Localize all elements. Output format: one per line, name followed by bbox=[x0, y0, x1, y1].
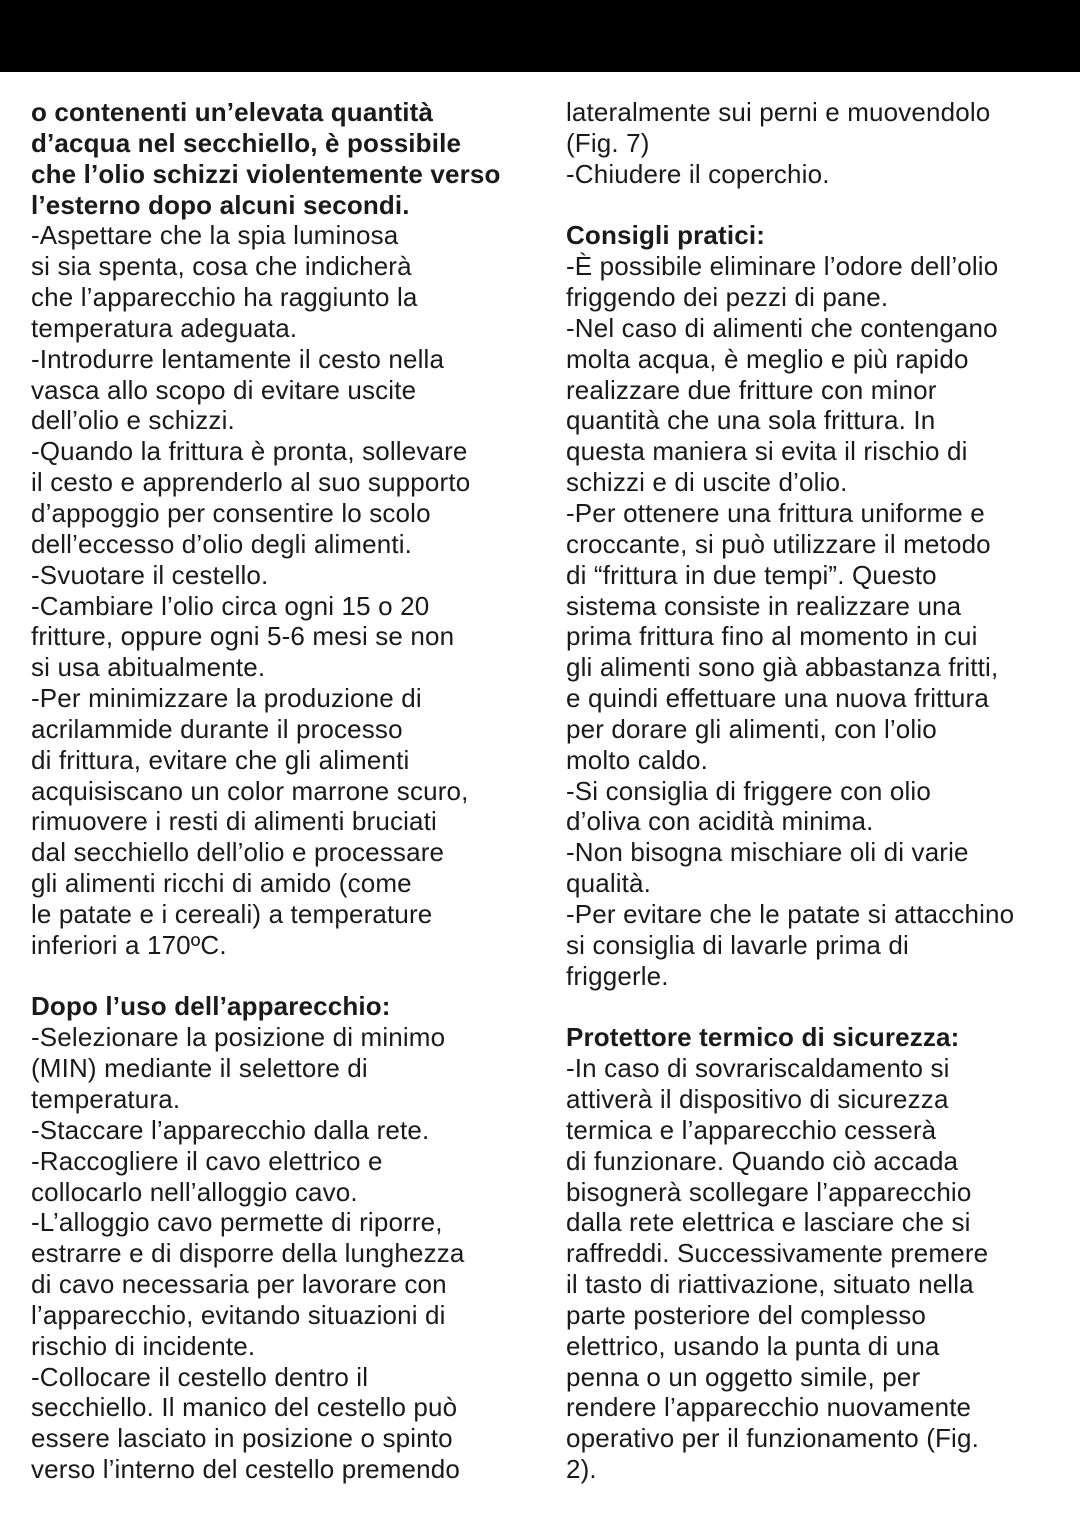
text-line: dalla rete elettrica e lasciare che si bbox=[566, 1207, 971, 1238]
text-line: -Raccogliere il cavo elettrico e bbox=[31, 1145, 383, 1176]
text-line: -In caso di sovrariscaldamento si bbox=[566, 1053, 950, 1084]
text-line: -Cambiare l’olio circa ogni 15 o 20 bbox=[31, 590, 430, 621]
text-line: secchiello. Il manico del cestello può bbox=[31, 1392, 458, 1423]
text-line: gli alimenti ricchi di amido (come bbox=[31, 868, 412, 899]
text-line: estrarre e di disporre della lunghezza bbox=[31, 1238, 465, 1269]
text-line: rendere l’apparecchio nuovamente bbox=[566, 1392, 972, 1423]
text-line: -Staccare l’apparecchio dalla rete. bbox=[31, 1114, 430, 1145]
text-line: qualità. bbox=[566, 868, 652, 899]
text-line: questa maniera si evita il rischio di bbox=[566, 436, 968, 467]
text-line: molta acqua, è meglio e più rapido bbox=[566, 343, 969, 374]
text-line: il tasto di riattivazione, situato nella bbox=[566, 1269, 974, 1300]
text-line: 2). bbox=[566, 1454, 597, 1485]
text-line: si usa abitualmente. bbox=[31, 652, 266, 683]
text-line: si consiglia di lavarle prima di bbox=[566, 929, 909, 960]
text-line: il cesto e apprenderlo al suo supporto bbox=[31, 467, 471, 498]
text-line: -Aspettare che la spia luminosa bbox=[31, 220, 399, 251]
text-line: per dorare gli alimenti, con l’olio bbox=[566, 713, 937, 744]
text-line: acquisiscano un color marrone scuro, bbox=[31, 775, 469, 806]
text-line: essere lasciato in posizione o spinto bbox=[31, 1423, 453, 1454]
text-line: che l’apparecchio ha raggiunto la bbox=[31, 282, 418, 313]
text-line: croccante, si può utilizzare il metodo bbox=[566, 528, 991, 559]
continued-instructions bbox=[566, 97, 1066, 190]
text-line: dal secchiello dell’olio e processare bbox=[31, 837, 445, 868]
text-line: realizzare due fritture con minor bbox=[566, 374, 937, 405]
text-line: (Fig. 7) bbox=[566, 127, 650, 158]
text-line: che l’olio schizzi violentemente verso bbox=[31, 158, 501, 189]
text-line: acrilammide durante il processo bbox=[31, 713, 403, 744]
text-line: -Quando la frittura è pronta, sollevare bbox=[31, 436, 468, 467]
text-line: d’oliva con acidità minima. bbox=[566, 806, 874, 837]
text-line: raffreddi. Successivamente premere bbox=[566, 1238, 989, 1269]
text-line: operativo per il funzionamento (Fig. bbox=[566, 1423, 979, 1454]
text-line: bisognerà scollegare l’apparecchio bbox=[566, 1176, 972, 1207]
text-line: termica e l’apparecchio cesserà bbox=[566, 1114, 937, 1145]
text-line: schizzi e di uscite d’olio. bbox=[566, 467, 848, 498]
text-line: di funzionare. Quando ciò accada bbox=[566, 1145, 959, 1176]
text-line: l’esterno dopo alcuni secondi. bbox=[31, 189, 410, 220]
text-line: molto caldo. bbox=[566, 744, 708, 775]
text-line: gli alimenti sono già abbastanza fritti, bbox=[566, 652, 999, 683]
text-line: attiverà il dispositivo di sicurezza bbox=[566, 1084, 949, 1114]
text-line: -Chiudere il coperchio. bbox=[566, 158, 830, 189]
text-line: prima frittura fino al momento in cui bbox=[566, 621, 978, 652]
text-line: di frittura, evitare che gli alimenti bbox=[31, 744, 410, 775]
tips-list bbox=[566, 251, 1066, 991]
text-line: di “frittura in due tempi”. Questo bbox=[566, 559, 937, 590]
text-line: quantità che una sola frittura. In bbox=[566, 405, 936, 436]
section-heading-after-use: Dopo l’uso dell’apparecchio: bbox=[31, 991, 391, 1022]
text-line: rimuovere i resti di alimenti bruciati bbox=[31, 806, 437, 837]
text-line: si sia spenta, cosa che indicherà bbox=[31, 251, 412, 282]
text-line: o contenenti un’elevata quantità bbox=[31, 97, 434, 127]
text-line: verso l’interno del cestello premendo bbox=[31, 1454, 461, 1485]
text-line: -È possibile eliminare l’odore dell’olio bbox=[566, 251, 999, 282]
text-line: e quindi effettuare una nuova frittura bbox=[566, 683, 989, 714]
after-use-instructions bbox=[31, 1022, 531, 1485]
text-line: -Per evitare che le patate si attacchino bbox=[566, 898, 1015, 929]
text-line: (MIN) mediante il selettore di bbox=[31, 1053, 368, 1084]
text-line: dell’olio e schizzi. bbox=[31, 405, 235, 436]
text-line: -Si consiglia di friggere con olio bbox=[566, 775, 931, 806]
text-line: d’acqua nel secchiello, è possibile bbox=[31, 127, 462, 158]
text-line: -Collocare il cestello dentro il bbox=[31, 1361, 369, 1392]
intro-warning bbox=[31, 97, 531, 220]
section-gap bbox=[31, 961, 531, 992]
text-line: parte posteriore del complesso bbox=[566, 1299, 927, 1330]
text-line: lateralmente sui perni e muovendolo bbox=[566, 97, 991, 127]
text-line: -Nel caso di alimenti che contengano bbox=[566, 312, 998, 343]
text-line: -L’alloggio cavo permette di riporre, bbox=[31, 1207, 443, 1238]
text-line: dell’eccesso d’olio degli alimenti. bbox=[31, 528, 413, 559]
header-bar bbox=[0, 0, 1080, 72]
section-heading-tips: Consigli pratici: bbox=[566, 220, 766, 251]
text-line: -Svuotare il cestello. bbox=[31, 559, 269, 590]
text-line: -Per minimizzare la produzione di bbox=[31, 683, 422, 714]
text-line: temperatura. bbox=[31, 1084, 181, 1114]
text-line: penna o un oggetto simile, per bbox=[566, 1361, 921, 1392]
thermal-protection-text bbox=[566, 1053, 1066, 1485]
text-line: fritture, oppure ogni 5-6 mesi se non bbox=[31, 621, 455, 652]
text-line: collocarlo nell’alloggio cavo. bbox=[31, 1176, 358, 1207]
section-gap bbox=[566, 190, 1066, 221]
text-line: -Non bisogna mischiare oli di varie bbox=[566, 837, 969, 868]
text-line: temperatura adeguata. bbox=[31, 312, 298, 343]
section-heading-thermal: Protettore termico di sicurezza: bbox=[566, 1022, 960, 1053]
text-line: le patate e i cereali) a temperature bbox=[31, 898, 433, 929]
text-line: elettrico, usando la punta di una bbox=[566, 1330, 940, 1361]
text-line: rischio di incidente. bbox=[31, 1330, 256, 1361]
text-line: friggerle. bbox=[566, 960, 669, 991]
text-line: friggendo dei pezzi di pane. bbox=[566, 282, 889, 313]
text-line: inferiori a 170ºC. bbox=[31, 929, 227, 960]
right-column bbox=[566, 97, 1066, 1485]
text-line: -Per ottenere una frittura uniforme e bbox=[566, 497, 985, 528]
left-column bbox=[31, 97, 531, 1485]
usage-instructions bbox=[31, 220, 531, 960]
text-line: -Introdurre lentamente il cesto nella bbox=[31, 343, 445, 374]
text-line: d’appoggio per consentire lo scolo bbox=[31, 497, 431, 528]
text-line: l’apparecchio, evitando situazioni di bbox=[31, 1299, 446, 1330]
text-line: -Selezionare la posizione di minimo bbox=[31, 1022, 446, 1053]
text-line: sistema consiste in realizzare una bbox=[566, 590, 962, 621]
text-line: di cavo necessaria per lavorare con bbox=[31, 1269, 447, 1300]
text-line: vasca allo scopo di evitare uscite bbox=[31, 374, 417, 405]
section-gap bbox=[566, 991, 1066, 1022]
